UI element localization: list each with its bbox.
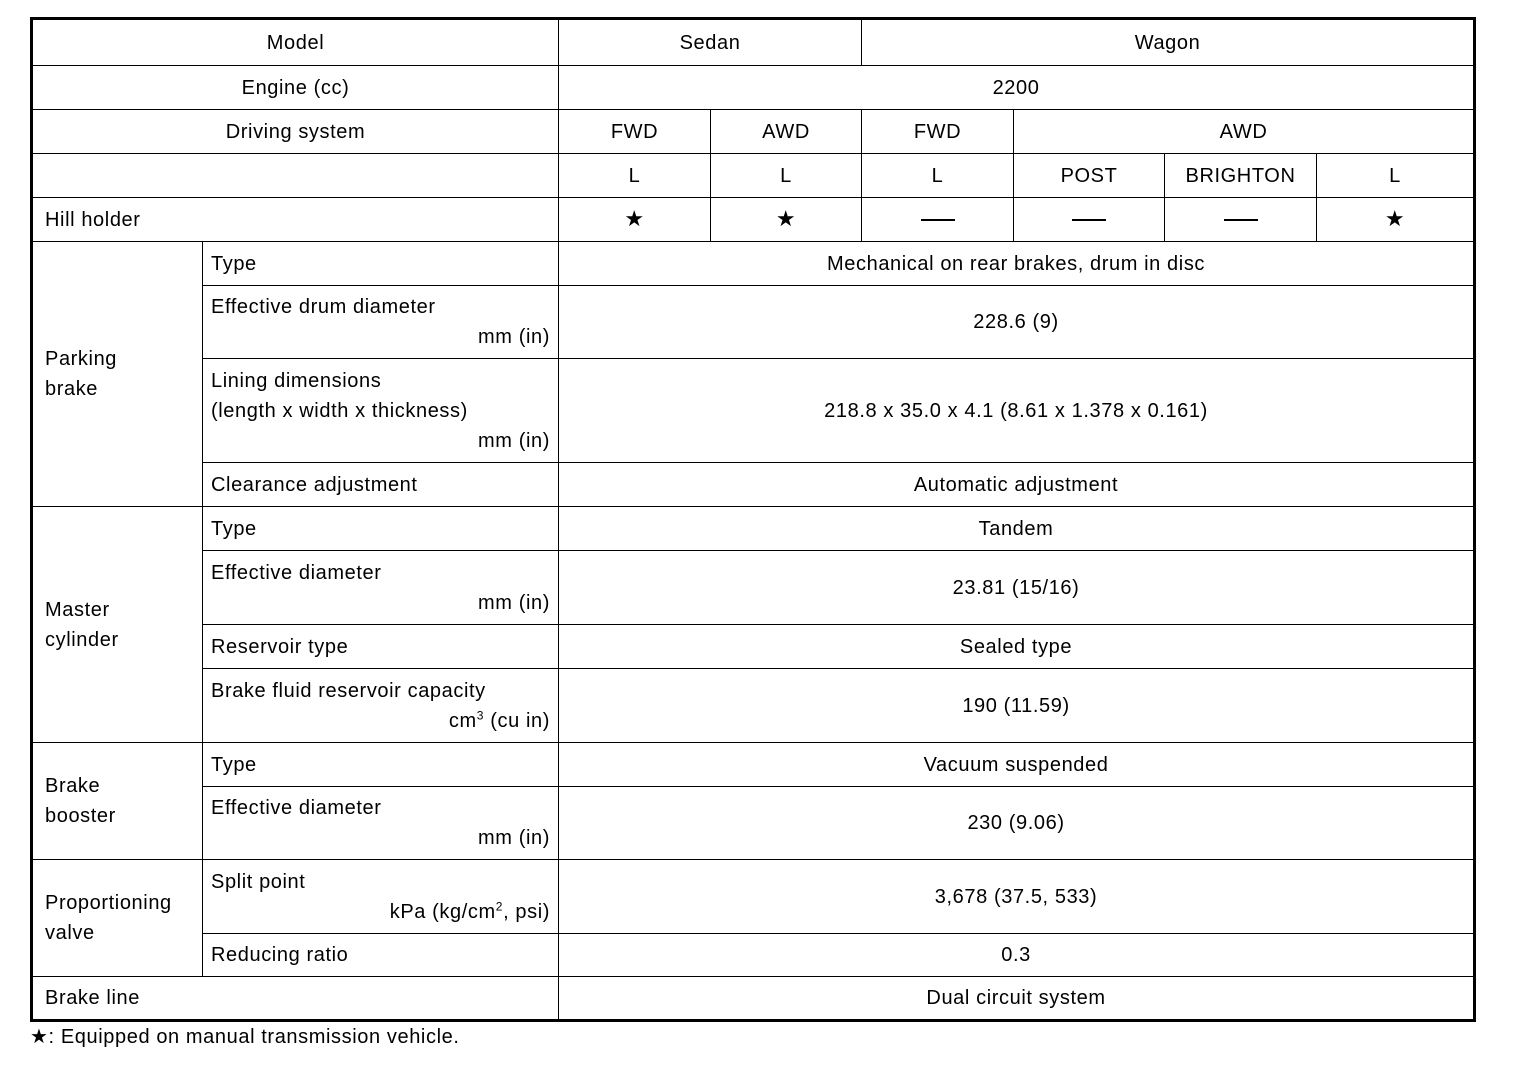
drum-diameter-row	[32, 286, 1475, 359]
model-label: Model	[32, 19, 559, 66]
wagon-header: Wagon	[862, 19, 1475, 66]
engine-row	[32, 66, 1475, 110]
drum-diameter-value: 228.6 (9)	[559, 286, 1475, 359]
hill-holder-label: Hill holder	[32, 198, 559, 242]
master-cylinder-type-row	[32, 507, 1475, 551]
drive-sedan-fwd: FWD	[559, 110, 711, 154]
footnote: ★: Equipped on manual transmission vehicle.	[30, 1026, 460, 1048]
master-cylinder-diameter-value: 23.81 (15/16)	[559, 551, 1475, 625]
reducing-ratio-value: 0.3	[559, 934, 1475, 977]
brake-booster-type-row	[32, 743, 1475, 787]
grade-cell: L	[559, 154, 711, 198]
brake-line-row	[32, 977, 1475, 1021]
brake-booster-group-label: Brake booster	[32, 743, 203, 860]
grade-cell: L	[1317, 154, 1475, 198]
parking-brake-group-label: Parking brake	[32, 242, 203, 507]
grade-cell: POST	[1014, 154, 1165, 198]
brake-spec-table	[30, 17, 1476, 1022]
split-point-label: Split point kPa ($kg/cm^2$, psi)	[203, 860, 559, 934]
split-point-row	[32, 860, 1475, 934]
star-icon: ★	[775, 206, 797, 231]
master-cylinder-group-label: Master cylinder	[32, 507, 203, 743]
reservoir-type-value: Sealed type	[559, 625, 1475, 669]
master-cylinder-type-label: Type	[203, 507, 559, 551]
grade-row	[32, 154, 1475, 198]
grade-label-empty	[32, 154, 559, 198]
sedan-header: Sedan	[559, 19, 862, 66]
brake-booster-diameter-label: Effective diameter mm (in)	[203, 787, 559, 860]
driving-system-row	[32, 110, 1475, 154]
dash-mark	[921, 219, 955, 221]
drive-wagon-awd: AWD	[1014, 110, 1475, 154]
parking-brake-type-row	[32, 242, 1475, 286]
star-icon: ★	[1384, 206, 1406, 231]
engine-label: Engine (cc)	[32, 66, 559, 110]
dash-mark	[1072, 219, 1106, 221]
grade-cell: L	[711, 154, 862, 198]
parking-brake-type-label: Type	[203, 242, 559, 286]
master-cylinder-type-value: Tandem	[559, 507, 1475, 551]
clearance-adjustment-value: Automatic adjustment	[559, 463, 1475, 507]
model-row	[32, 19, 1475, 66]
hill-holder-row	[32, 198, 1475, 242]
driving-system-label: Driving system	[32, 110, 559, 154]
drive-wagon-fwd: FWD	[862, 110, 1014, 154]
clearance-adjustment-label: Clearance adjustment	[203, 463, 559, 507]
reservoir-capacity-label: Brake fluid reservoir capacity $cm^3$ (cu in)	[203, 669, 559, 743]
reservoir-type-row	[32, 625, 1475, 669]
reducing-ratio-label: Reducing ratio	[203, 934, 559, 977]
dash-mark	[1224, 219, 1258, 221]
brake-line-label: Brake line	[32, 977, 559, 1021]
brake-booster-diameter-value: 230 (9.06)	[559, 787, 1475, 860]
brake-booster-type-label: Type	[203, 743, 559, 787]
lining-dimensions-value: 218.8 x 35.0 x 4.1 (8.61 x 1.378 x 0.161)	[559, 359, 1475, 463]
reservoir-type-label: Reservoir type	[203, 625, 559, 669]
brake-line-value: Dual circuit system	[559, 977, 1475, 1021]
grade-cell: BRIGHTON	[1165, 154, 1317, 198]
proportioning-valve-group-label: Proportioning valve	[32, 860, 203, 977]
clearance-adjustment-row	[32, 463, 1475, 507]
split-point-value: 3,678 (37.5, 533)	[559, 860, 1475, 934]
parking-brake-type-value: Mechanical on rear brakes, drum in disc	[559, 242, 1475, 286]
star-icon: ★	[624, 206, 645, 231]
brake-booster-type-value: Vacuum suspended	[559, 743, 1475, 787]
lining-dimensions-label: Lining dimensions (length x width x thickness) mm (in)	[203, 359, 559, 463]
engine-value: 2200	[559, 66, 1475, 110]
master-cylinder-diameter-label: Effective diameter mm (in)	[203, 551, 559, 625]
reservoir-capacity-row	[32, 669, 1475, 743]
brake-booster-diameter-row	[32, 787, 1475, 860]
master-cylinder-diameter-row	[32, 551, 1475, 625]
reducing-ratio-row	[32, 934, 1475, 977]
drum-diameter-label: Effective drum diameter mm (in)	[203, 286, 559, 359]
grade-cell: L	[862, 154, 1014, 198]
reservoir-capacity-value: 190 (11.59)	[559, 669, 1475, 743]
lining-dimensions-row	[32, 359, 1475, 463]
drive-sedan-awd: AWD	[711, 110, 862, 154]
